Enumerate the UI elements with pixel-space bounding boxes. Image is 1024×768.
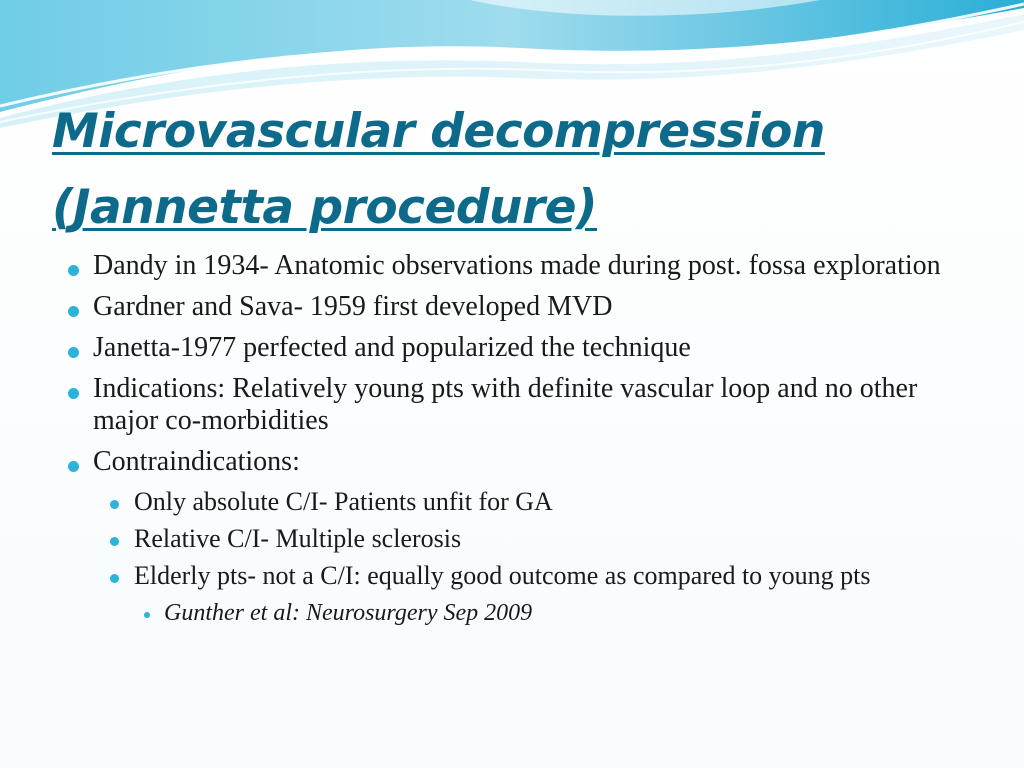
bullet-list (60, 250, 980, 628)
bullet-dot-icon (68, 306, 79, 317)
bullet-text: Indications: Relatively young pts with definite vascular loop and no other major co-morbidities (93, 373, 918, 436)
sub-bullet-text: Only absolute C/I- Patients unfit for GA (134, 487, 553, 516)
bullet-item (60, 373, 980, 437)
sub-bullet-text: Relative C/I- Multiple sclerosis (134, 524, 462, 553)
bullet-text: Gardner and Sava- 1959 first developed MVD (93, 291, 613, 322)
bullet-dot-icon (68, 265, 79, 276)
sub-bullet-dot-icon (110, 500, 119, 509)
bullet-item (60, 332, 980, 364)
sub-bullet-dot-icon (110, 574, 119, 583)
title-line-1: Microvascular decompression (52, 104, 825, 159)
bullet-item (60, 446, 980, 478)
citation-item (60, 598, 980, 628)
bullet-item (60, 250, 980, 282)
sub-bullet-dot-icon (110, 537, 119, 546)
sub-bullet-item (60, 561, 980, 591)
bullet-dot-icon (68, 461, 79, 472)
sub-bullet-item (60, 524, 980, 554)
slide-title (52, 94, 992, 246)
bullet-text: Janetta-1977 perfected and popularized the technique (93, 332, 691, 363)
citation-dot-icon (144, 612, 150, 618)
bullet-dot-icon (68, 388, 79, 399)
bullet-text: Contraindications: (93, 446, 300, 477)
bullet-dot-icon (68, 347, 79, 358)
bullet-text: Dandy in 1934- Anatomic observations made during post. fossa exploration (93, 250, 941, 281)
citation-text: Gunther et al: Neurosurgery Sep 2009 (164, 600, 533, 626)
sub-bullet-item (60, 487, 980, 517)
bullet-item (60, 291, 980, 323)
sub-bullet-text: Elderly pts- not a C/I: equally good outcome as compared to young pts (134, 561, 871, 590)
title-line-2: (Jannetta procedure) (52, 180, 597, 235)
